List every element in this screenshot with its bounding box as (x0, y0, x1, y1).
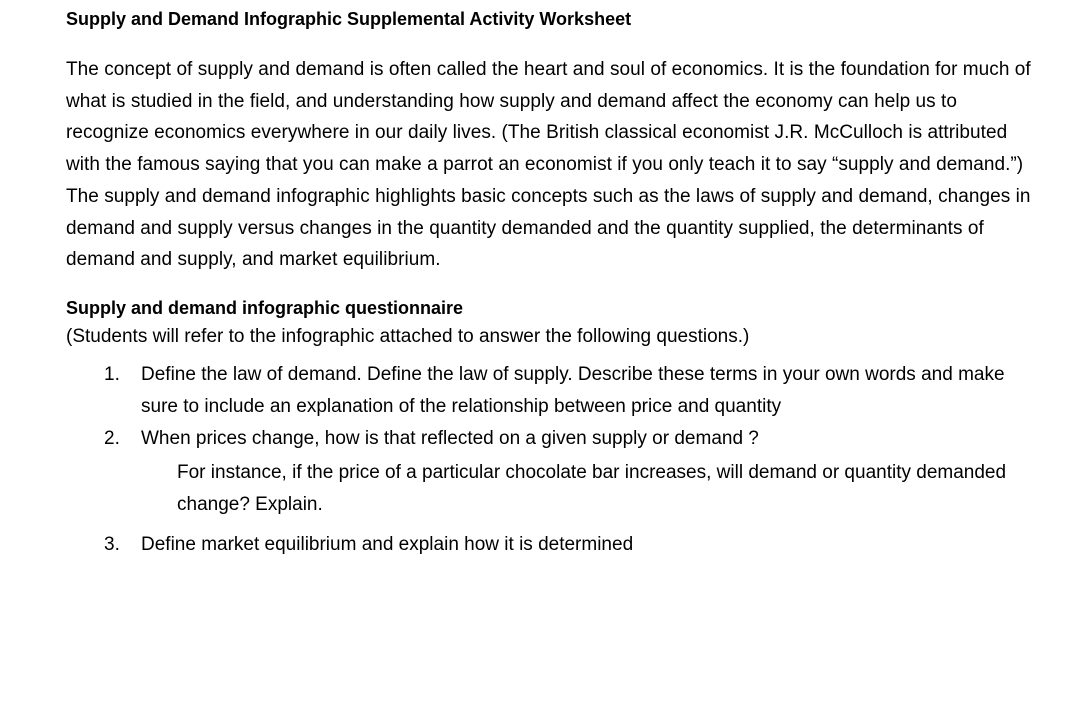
question-number: 1. (104, 363, 120, 385)
question-list (66, 359, 1040, 561)
section-heading: Supply and demand infographic questionnaire (66, 297, 464, 318)
question-number: 2. (104, 427, 120, 449)
question-text: Define market equilibrium and explain how it is determined (141, 533, 634, 555)
question-item (66, 423, 1040, 521)
document-title: Supply and Demand Infographic Supplemental Activity Worksheet (66, 9, 632, 29)
section-note: (Students will refer to the infographic attached to answer the following questions.) (66, 325, 750, 347)
question-subtext: For instance, if the price of a particular chocolate bar increases, will demand or quantity demanded change? Explain. (177, 461, 1007, 515)
intro-paragraph: The concept of supply and demand is often called the heart and soul of economics. It is the foundation for much of what is studied in the field, and understanding how supply and demand affect the economy can help us to recognize economics everywhere in our daily lives. (The British classical economist J.R. McCulloch is attributed with the famous saying that you can make a parrot an economist if you only teach it to say “supply and demand.”) The supply and demand infographic highlights basic concepts such as the laws of supply and demand, changes in demand and supply versus changes in the quantity demanded and the quantity supplied, the determinants of demand and supply, and market equilibrium. (66, 59, 1031, 271)
question-item (66, 359, 1040, 423)
question-number: 3. (104, 533, 120, 555)
question-text: Define the law of demand. Define the law of supply. Describe these terms in your own words and make sure to include an explanation of the relationship between price and quantity (141, 363, 1005, 417)
question-text: When prices change, how is that reflected on a given supply or demand ? (141, 427, 759, 449)
question-item (66, 529, 1040, 561)
